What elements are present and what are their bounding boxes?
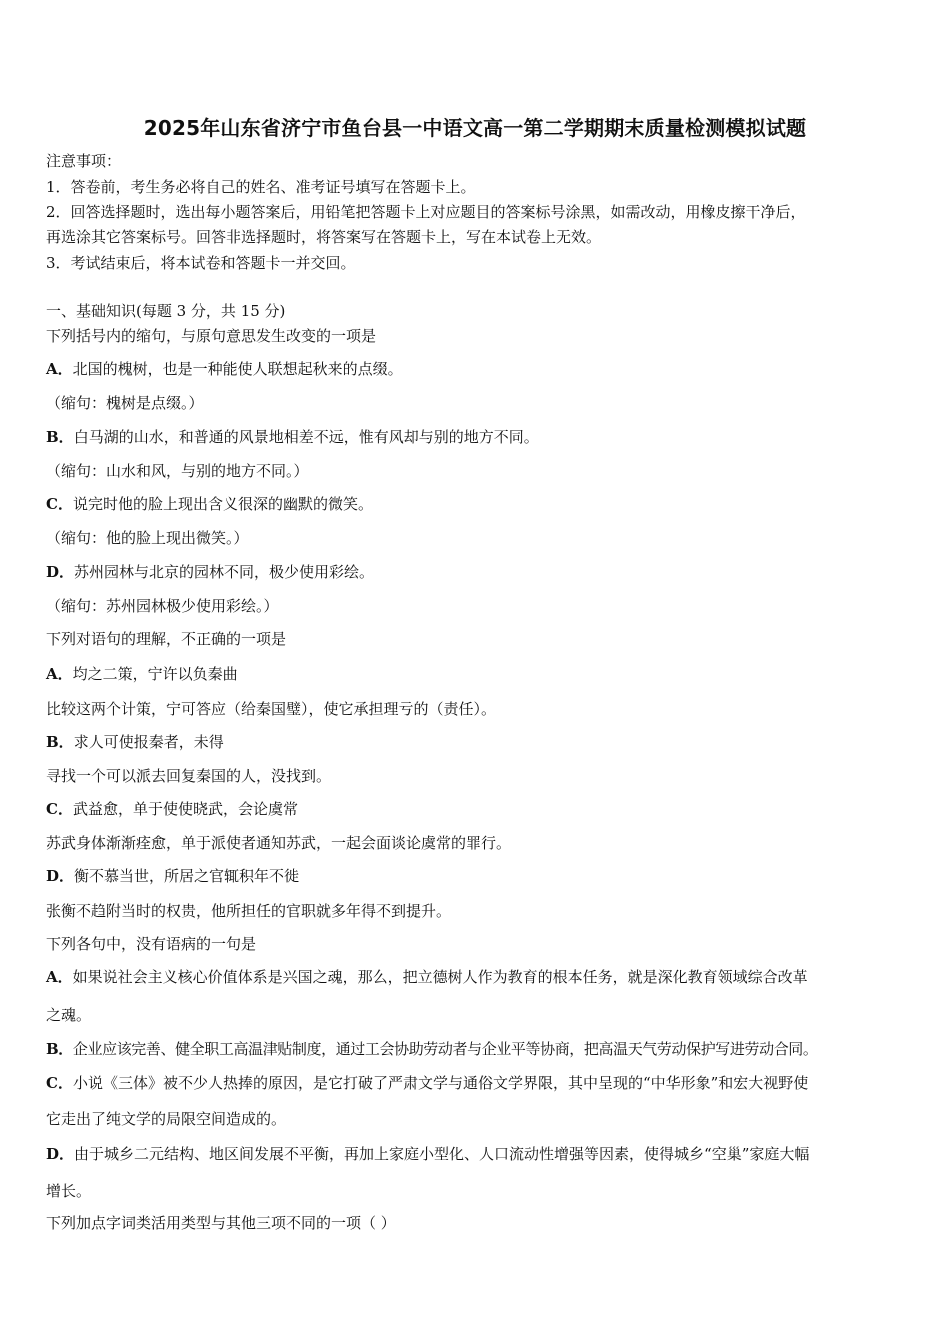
option-a — [46, 664, 238, 684]
option-b — [46, 732, 224, 752]
option-letter: C． — [46, 1074, 73, 1092]
option-b — [46, 427, 539, 447]
option-continuation: 它走出了纯文学的局限空间造成的。 — [46, 1110, 287, 1128]
option-a — [46, 359, 403, 379]
option-a — [46, 967, 808, 987]
notice-item: 3．考试结束后，将本试卷和答题卡一并交回。 — [46, 254, 356, 272]
question-stem: 下列括号内的缩句，与原句意思发生改变的一项是 — [46, 327, 377, 345]
option-continuation: 之魂。 — [46, 1006, 92, 1024]
notice-item: 1．答卷前，考生务必将自己的姓名、准考证号填写在答题卡上。 — [46, 178, 476, 196]
option-d — [46, 866, 299, 886]
option-text: 衡不慕当世，所居之官辄积年不徙 — [74, 867, 300, 885]
option-note: （缩句：槐树是点缀。） — [46, 394, 204, 412]
question-stem: 下列加点字词类活用类型与其他三项不同的一项（ ） — [46, 1214, 396, 1232]
option-letter: B． — [46, 733, 74, 751]
option-d — [46, 1144, 809, 1164]
option-text: 如果说社会主义核心价值体系是兴国之魂，那么，把立德树人作为教育的根本任务，就是深化教育领域综合改革 — [72, 968, 808, 986]
option-letter: A． — [46, 968, 73, 986]
option-letter: D． — [46, 867, 75, 885]
notice-item: 再选涂其它答案标号。回答非选择题时，将答案写在答题卡上，写在本试卷上无效。 — [46, 228, 602, 246]
notice-item: 2．回答选择题时，选出每小题答案后，用铅笔把答题卡上对应题目的答案标号涂黑，如需改动，用橡皮擦干净后， — [46, 203, 806, 221]
option-c — [46, 1073, 808, 1093]
option-letter: B． — [46, 428, 74, 446]
option-text: 北国的槐树，也是一种能使人联想起秋来的点缀。 — [72, 360, 403, 378]
option-text: 企业应该完善、健全职工高温津贴制度，通过工会协助劳动者与企业平等协商，把高温天气劳动保护写进劳动合同。 — [72, 1040, 818, 1058]
section-heading: 一、基础知识(每题 3 分，共 15 分) — [46, 302, 286, 320]
option-note: 张衡不趋附当时的权贵，他所担任的官职就多年得不到提升。 — [46, 902, 452, 920]
option-letter: A． — [46, 665, 73, 683]
option-letter: D． — [46, 1145, 75, 1163]
option-note: 寻找一个可以派去回复秦国的人，没找到。 — [46, 767, 332, 785]
option-continuation: 增长。 — [46, 1182, 92, 1200]
option-note: 苏武身体渐渐痊愈，单于派使者通知苏武，一起会面谈论虞常的罪行。 — [46, 834, 512, 852]
option-text: 均之二策，宁许以负秦曲 — [72, 665, 238, 683]
option-letter: D． — [46, 563, 75, 581]
option-text: 苏州园林与北京的园林不同，极少使用彩绘。 — [74, 563, 375, 581]
page-title: 2025年山东省济宁市鱼台县一中语文高一第二学期期末质量检测模拟试题 — [143, 116, 807, 140]
question-stem: 下列各句中，没有语病的一句是 — [46, 935, 257, 953]
option-c — [46, 799, 298, 819]
option-note: （缩句：他的脸上现出微笑。） — [46, 529, 249, 547]
option-text: 武益愈，单于使使晓武，会论虞常 — [72, 800, 298, 818]
option-text: 由于城乡二元结构、地区间发展不平衡，再加上家庭小型化、人口流动性增强等因素，使得城乡“空巢”家庭大幅 — [74, 1145, 810, 1163]
option-note: （缩句：山水和风，与别的地方不同。） — [46, 462, 309, 480]
option-letter: C． — [46, 800, 73, 818]
option-letter: C． — [46, 495, 73, 513]
option-text: 求人可使报秦者，未得 — [73, 733, 224, 751]
question-stem: 下列对语句的理解，不正确的一项是 — [46, 630, 287, 648]
option-b — [46, 1039, 818, 1059]
option-text: 说完时他的脸上现出含义很深的幽默的微笑。 — [72, 495, 373, 513]
option-letter: A． — [46, 360, 73, 378]
notice-heading: 注意事项： — [46, 152, 122, 170]
option-note: （缩句：苏州园林极少使用彩绘。） — [46, 597, 279, 615]
option-c — [46, 494, 373, 514]
option-d — [46, 562, 374, 582]
option-note: 比较这两个计策，宁可答应（给秦国璧），使它承担理亏的（责任）。 — [46, 700, 497, 718]
option-letter: B． — [46, 1040, 73, 1058]
option-text: 白马湖的山水，和普通的风景地相差不远，惟有风却与别的地方不同。 — [73, 428, 539, 446]
option-text: 小说《三体》被不少人热捧的原因，是它打破了严肃文学与通俗文学界限，其中呈现的“中华形象”和宏大视野使 — [72, 1074, 809, 1092]
